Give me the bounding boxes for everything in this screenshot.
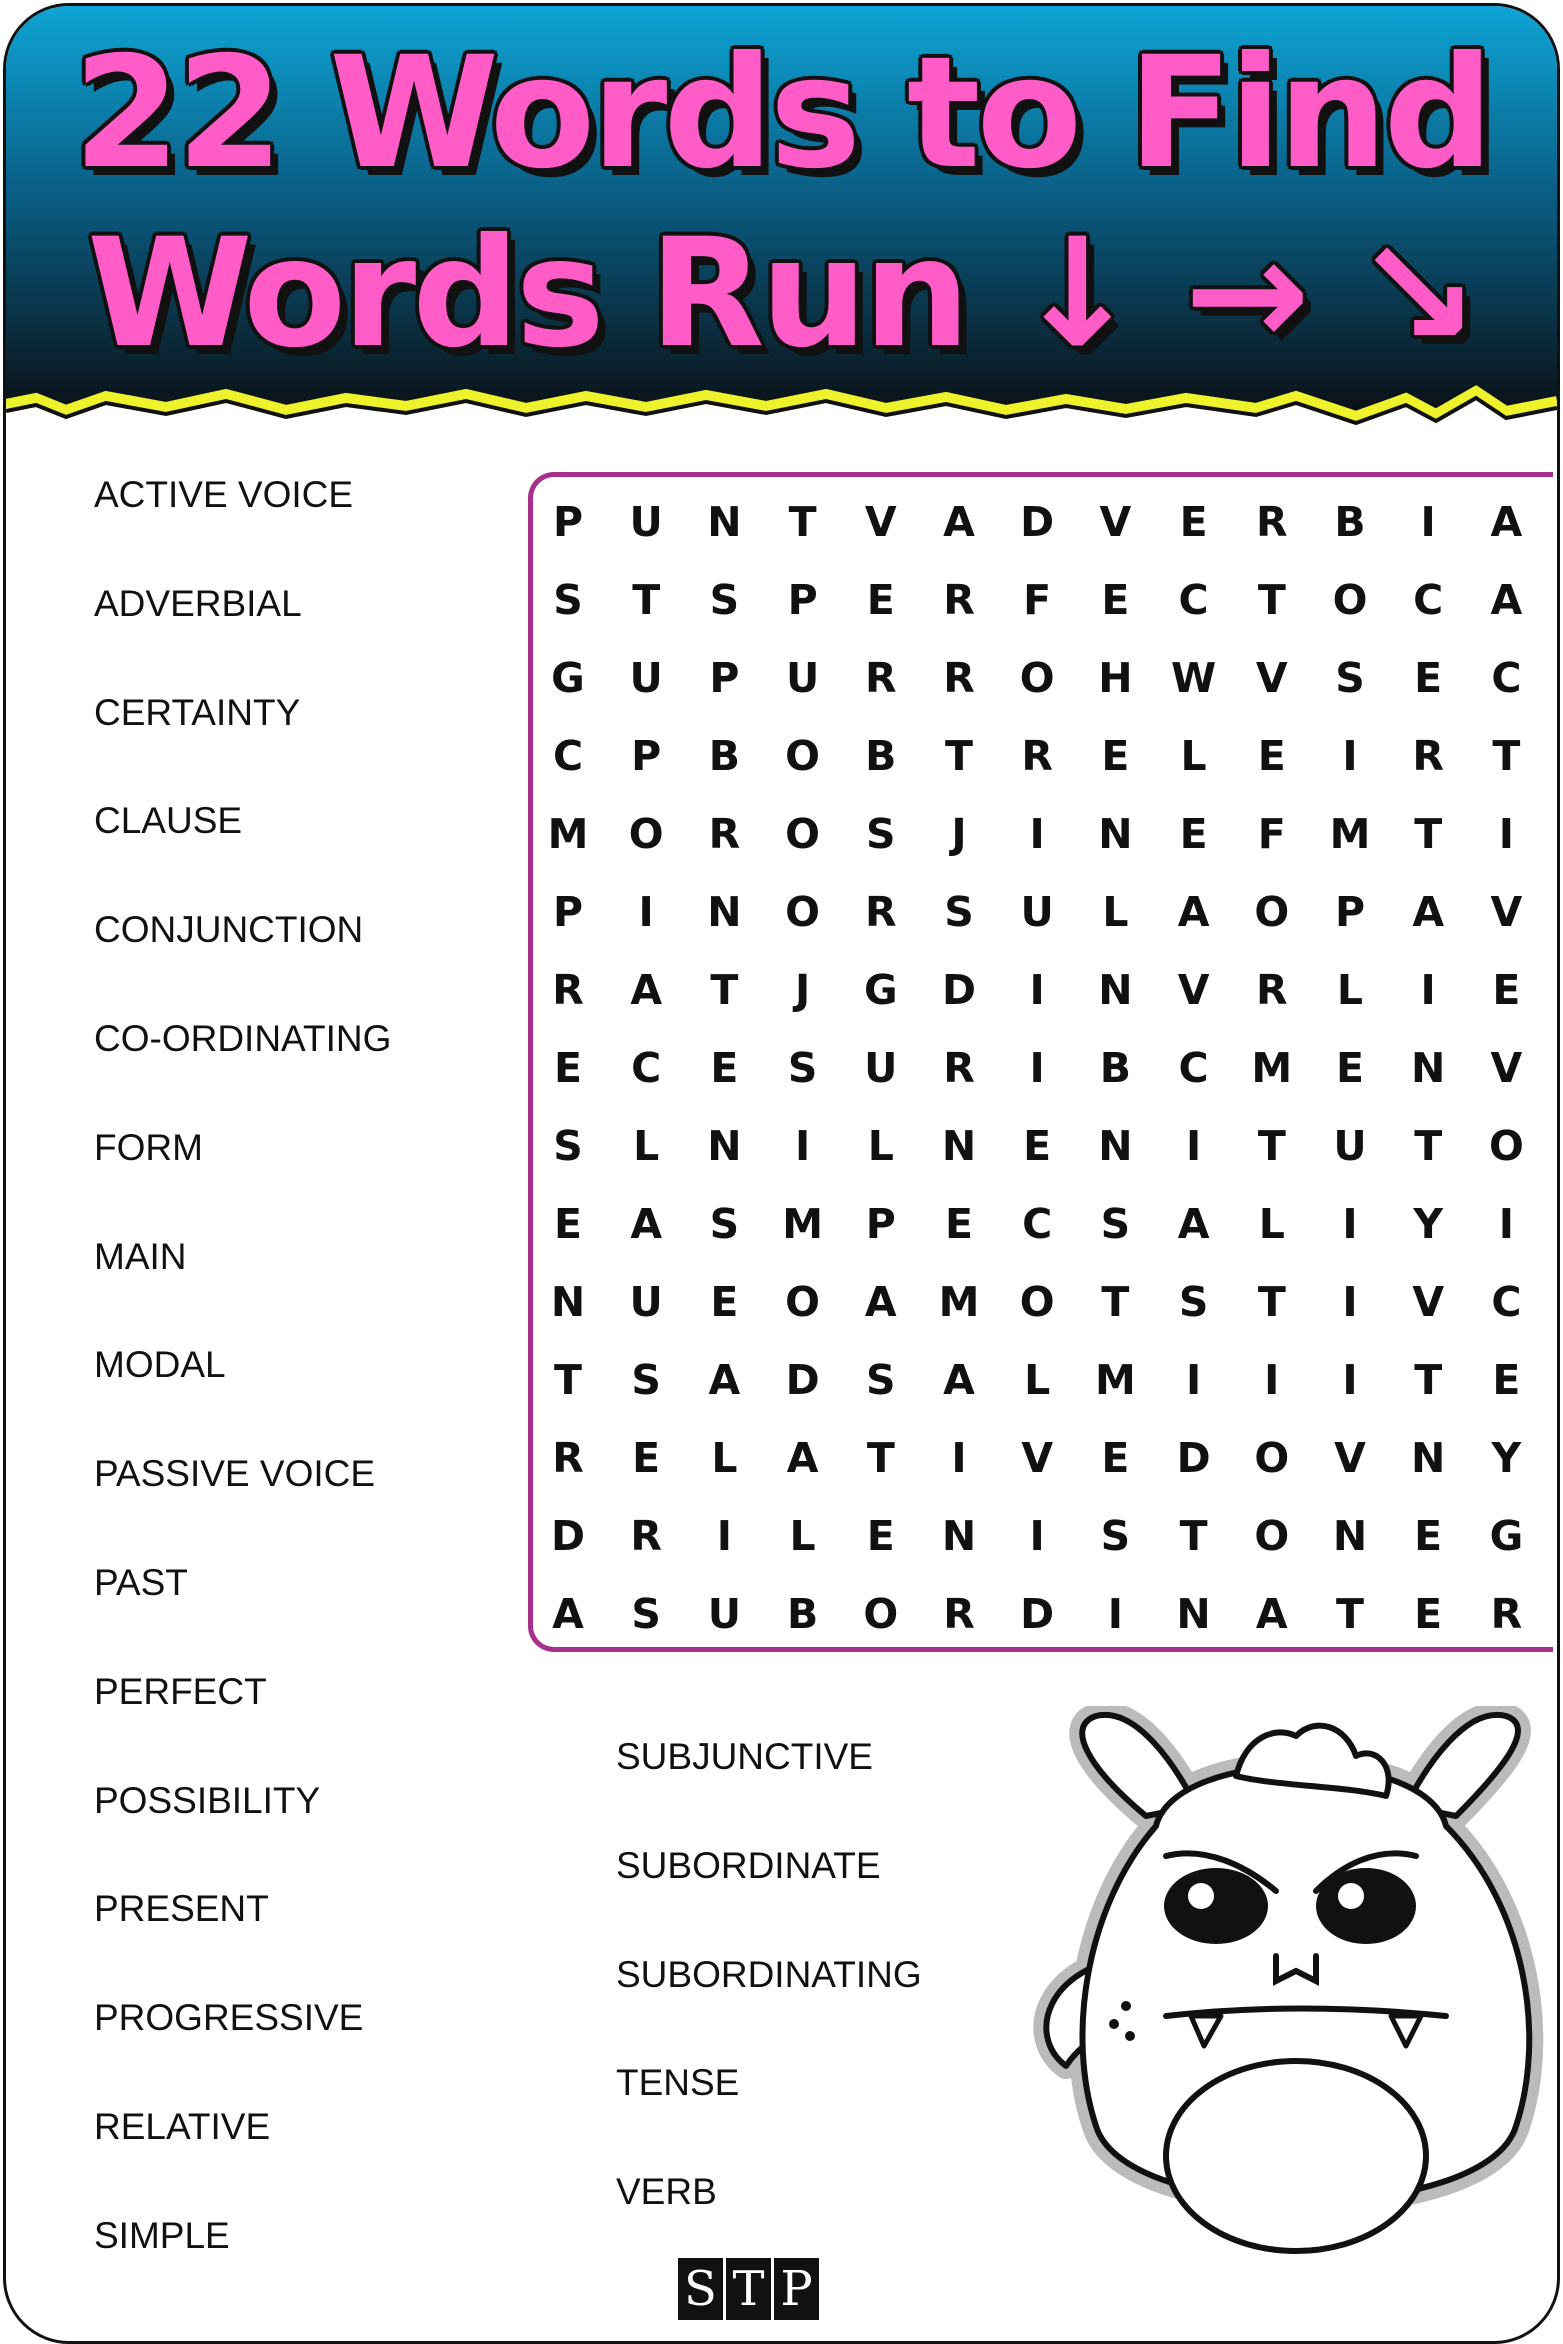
grid-cell[interactable]: M (1094, 1356, 1136, 1404)
grid-cell[interactable]: I (1342, 1278, 1358, 1326)
grid-cell[interactable]: S (866, 1356, 896, 1404)
grid-cell[interactable]: N (941, 1512, 977, 1560)
grid-cell[interactable]: E (944, 1200, 973, 1248)
grid-cell[interactable]: T (1492, 732, 1521, 780)
grid-cell[interactable]: S (631, 1590, 661, 1638)
grid-cell[interactable]: N (1098, 966, 1133, 1014)
word-list-item: SUBORDINATE (616, 1844, 881, 1886)
grid-cell[interactable]: J (951, 810, 967, 858)
grid-cell[interactable]: A (1412, 888, 1445, 936)
grid-cell[interactable]: R (943, 1590, 975, 1638)
word-list-item: CERTAINTY (94, 691, 301, 733)
word-list-item: POSSIBILITY (94, 1779, 321, 1821)
grid-cell[interactable]: T (1414, 1122, 1443, 1170)
grid-cell[interactable]: R (865, 654, 897, 702)
grid-cell[interactable]: O (1019, 1278, 1055, 1326)
grid-cell[interactable]: E (1023, 1122, 1052, 1170)
word-list-item: MODAL (94, 1344, 226, 1386)
grid-cell[interactable]: O (1254, 1512, 1290, 1560)
grid-cell[interactable]: C (1491, 654, 1522, 702)
grid-cell[interactable]: L (1258, 1200, 1285, 1248)
puzzle-card (3, 3, 1560, 2344)
grid-cell[interactable]: E (1414, 654, 1443, 702)
grid-cell[interactable]: I (1264, 1356, 1280, 1404)
word-list-item: CONJUNCTION (94, 909, 364, 951)
grid-cell[interactable]: V (1334, 1434, 1366, 1482)
grid-cell[interactable]: A (1177, 888, 1210, 936)
grid-cell[interactable]: F (1257, 810, 1286, 858)
grid-cell[interactable]: P (787, 576, 818, 624)
grid-cell[interactable]: G (863, 966, 898, 1014)
grid-cell[interactable]: D (1020, 1590, 1055, 1638)
grid-cell[interactable]: O (1332, 576, 1368, 624)
grid-cell[interactable]: L (1102, 888, 1129, 936)
grid-cell[interactable]: I (1342, 1356, 1358, 1404)
grid-cell[interactable]: D (1020, 498, 1055, 546)
word-list-item: ADVERBIAL (94, 582, 302, 624)
logo-letter: S (678, 2258, 723, 2320)
grid-cell[interactable]: E (1101, 576, 1130, 624)
grid-cell[interactable]: V (1412, 1278, 1445, 1326)
grid-cell[interactable]: T (554, 1356, 582, 1404)
grid-cell[interactable]: U (1020, 888, 1054, 936)
grid-cell[interactable]: E (866, 576, 895, 624)
grid-cell[interactable]: R (552, 966, 584, 1014)
grid-cell[interactable]: D (1176, 1434, 1211, 1482)
grid-cell[interactable]: M (1329, 810, 1371, 858)
grid-cell[interactable]: O (1488, 1122, 1524, 1170)
grid-cell[interactable]: E (553, 1200, 582, 1248)
grid-cell[interactable]: N (707, 498, 742, 546)
grid-cell[interactable]: V (1255, 654, 1288, 702)
grid-cell[interactable]: C (1491, 1278, 1522, 1326)
monster-mascot-icon (1026, 1706, 1560, 2266)
grid-cell[interactable]: I (1420, 498, 1436, 546)
grid-cell[interactable]: A (630, 1200, 663, 1248)
grid-cell[interactable]: I (716, 1512, 733, 1560)
grid-cell[interactable]: T (1179, 1512, 1208, 1560)
grid-cell[interactable]: S (553, 1122, 583, 1170)
grid-cell[interactable]: A (708, 1356, 741, 1404)
grid-cell[interactable]: C (631, 1044, 662, 1092)
grid-cell[interactable]: A (1490, 576, 1523, 624)
grid-cell[interactable]: P (1334, 888, 1366, 936)
grid-cell[interactable]: T (1257, 1278, 1286, 1326)
grid-cell[interactable]: A (552, 1590, 584, 1638)
grid-cell[interactable]: A (630, 966, 663, 1014)
grid-cell[interactable]: T (945, 732, 973, 780)
grid-cell[interactable]: I (1342, 732, 1358, 780)
grid-cell[interactable]: H (1098, 654, 1133, 702)
grid-cell[interactable]: T (1257, 1122, 1286, 1170)
word-list-item: FORM (94, 1126, 203, 1168)
word-list-item: PERFECT (94, 1670, 267, 1712)
grid-cell[interactable]: S (709, 576, 740, 624)
grid-cell[interactable]: N (1098, 1122, 1133, 1170)
grid-cell[interactable]: I (1342, 1200, 1358, 1248)
grid-cell[interactable]: E (553, 1044, 582, 1092)
grid-cell[interactable]: J (794, 966, 811, 1014)
grid-cell[interactable]: S (553, 576, 583, 624)
grid-cell[interactable]: S (1335, 654, 1365, 702)
grid-cell[interactable]: V (1021, 1434, 1054, 1482)
title-line-1: 22 Words to Find (73, 24, 1490, 203)
grid-cell[interactable]: U (629, 654, 663, 702)
grid-cell[interactable]: T (710, 966, 739, 1014)
grid-cell[interactable]: I (794, 1122, 811, 1170)
word-list-item: SUBORDINATING (616, 1953, 922, 1995)
word-list-item: CLAUSE (94, 800, 243, 842)
grid-cell[interactable]: T (1414, 810, 1443, 858)
grid-cell[interactable]: D (785, 1356, 820, 1404)
grid-cell[interactable]: I (1185, 1356, 1202, 1404)
grid-cell[interactable]: S (709, 1200, 740, 1248)
grid-cell[interactable]: I (1498, 810, 1515, 858)
grid-cell[interactable]: E (1335, 1044, 1364, 1092)
grid-cell[interactable]: O (785, 1278, 821, 1326)
logo-letter: T (726, 2258, 771, 2320)
word-list-item: ACTIVE VOICE (94, 474, 354, 515)
grid-cell[interactable]: R (1256, 966, 1288, 1014)
logo-letter: P (774, 2258, 819, 2320)
word-list-item: PAST (94, 1562, 188, 1603)
grid-cell[interactable]: C (1413, 576, 1444, 624)
grid-cell[interactable]: R (630, 1512, 662, 1560)
grid-cell[interactable]: S (944, 888, 974, 936)
grid-cell[interactable]: M (938, 1278, 980, 1326)
grid-cell[interactable]: E (866, 1512, 895, 1560)
grid-cell[interactable]: C (1178, 1044, 1209, 1092)
grid-cell[interactable]: B (786, 1590, 819, 1638)
grid-cell[interactable]: N (1176, 1590, 1211, 1638)
grid-cell[interactable]: O (1019, 654, 1055, 702)
grid-cell[interactable]: P (865, 1200, 896, 1248)
grid-cell[interactable]: E (1101, 1434, 1130, 1482)
grid-cell[interactable]: O (863, 1590, 899, 1638)
grid-cell[interactable]: I (1107, 1590, 1124, 1638)
grid-cell[interactable]: I (1029, 1044, 1045, 1092)
grid-cell[interactable]: B (1334, 498, 1366, 546)
grid-cell[interactable]: A (943, 498, 975, 546)
grid-cell[interactable]: S (1178, 1278, 1209, 1326)
grid-cell[interactable]: A (864, 1278, 897, 1326)
grid-cell[interactable]: L (1336, 966, 1364, 1014)
word-list-item: VERB (616, 2171, 717, 2213)
grid-cell[interactable]: E (710, 1278, 739, 1326)
grid-cell[interactable]: T (1336, 1590, 1364, 1638)
grid-cell[interactable]: Y (1413, 1200, 1444, 1248)
grid-cell[interactable]: O (1254, 888, 1290, 936)
grid-cell[interactable]: E (710, 1044, 739, 1092)
grid-cell[interactable]: R (865, 888, 897, 936)
grid-cell[interactable]: I (1029, 1512, 1045, 1560)
grid-cell[interactable]: P (709, 654, 740, 702)
grid-cell[interactable]: P (552, 888, 584, 936)
grid-cell[interactable]: N (941, 1122, 977, 1170)
grid-cell[interactable]: L (711, 1434, 738, 1482)
grid-cell[interactable]: U (629, 1278, 663, 1326)
grid-cell[interactable]: E (1179, 810, 1208, 858)
grid-cell[interactable]: O (785, 888, 821, 936)
grid-cell[interactable]: Y (1491, 1434, 1522, 1482)
grid-cell[interactable]: B (708, 732, 741, 780)
grid-cell[interactable]: R (708, 810, 741, 858)
word-list-item: TENSE (616, 2062, 740, 2104)
grid-cell[interactable]: N (1411, 1434, 1446, 1482)
word-list-item: SIMPLE (94, 2214, 230, 2256)
grid-cell[interactable]: B (1099, 1044, 1132, 1092)
grid-cell[interactable]: T (632, 576, 661, 624)
grid-cell[interactable]: L (1024, 1356, 1051, 1404)
grid-cell[interactable]: V (864, 498, 897, 546)
grid-cell[interactable]: R (552, 1434, 584, 1482)
grid-cell[interactable]: L (633, 1122, 660, 1170)
grid-cell[interactable]: U (707, 1590, 742, 1638)
grid-cell[interactable]: R (1490, 1590, 1523, 1638)
grid-cell[interactable]: O (785, 732, 821, 780)
grid-cell[interactable]: F (1023, 576, 1052, 624)
grid-cell[interactable]: S (1100, 1200, 1131, 1248)
grid-cell[interactable]: V (1490, 888, 1523, 936)
grid-cell[interactable]: U (629, 498, 663, 546)
grid-cell[interactable]: M (1251, 1044, 1293, 1092)
grid-cell[interactable]: N (707, 1122, 742, 1170)
grid-cell[interactable]: E (1492, 1356, 1521, 1404)
grid-cell[interactable]: C (1022, 1200, 1053, 1248)
word-list-right (616, 1736, 1016, 2256)
grid-cell[interactable]: E (632, 1434, 661, 1482)
grid-cell[interactable]: G (1489, 1512, 1524, 1560)
grid-cell[interactable]: R (943, 1044, 975, 1092)
grid-cell[interactable]: L (1180, 732, 1207, 780)
grid-cell[interactable]: E (1414, 1590, 1443, 1638)
word-list-item: CO-ORDINATING (94, 1018, 392, 1059)
grid-cell[interactable]: E (1101, 732, 1130, 780)
word-list-item: SUBJUNCTIVE (616, 1736, 873, 1777)
word-list-item: PASSIVE VOICE (94, 1453, 376, 1495)
word-list-left (94, 474, 494, 2274)
grid-cell[interactable]: A (1177, 1200, 1210, 1248)
grid-cell[interactable]: W (1170, 654, 1217, 702)
grid-cell[interactable]: N (1098, 810, 1133, 858)
grid-cell[interactable]: N (707, 888, 742, 936)
grid-cell[interactable]: I (1029, 966, 1045, 1014)
grid-cell[interactable]: A (1490, 498, 1523, 546)
grid-cell[interactable]: T (1257, 576, 1286, 624)
grid-cell[interactable]: T (866, 1434, 895, 1482)
word-list-item: PROGRESSIVE (94, 1997, 364, 2039)
grid-cell[interactable]: S (787, 1044, 818, 1092)
grid-cell[interactable]: V (1099, 498, 1132, 546)
grid-cell[interactable]: E (1492, 966, 1521, 1014)
grid-cell[interactable]: S (866, 810, 896, 858)
grid-cell[interactable]: R (1412, 732, 1444, 780)
header-banner (6, 6, 1557, 436)
grid-cell[interactable]: C (1178, 576, 1209, 624)
grid-cell[interactable]: S (631, 1356, 661, 1404)
grid-cell[interactable]: N (1332, 1512, 1368, 1560)
grid-cell[interactable]: D (941, 966, 977, 1014)
word-list-item: RELATIVE (94, 2106, 271, 2147)
grid-cell[interactable]: I (1185, 1122, 1202, 1170)
grid-cell[interactable]: L (867, 1122, 894, 1170)
grid-cell[interactable]: R (1256, 498, 1288, 546)
grid-cell[interactable]: N (1411, 1044, 1446, 1092)
title-line-2: Words Run ↓ → ↘ (87, 207, 1476, 381)
grid-cell[interactable]: G (551, 654, 585, 702)
grid-cell[interactable]: P (552, 498, 584, 546)
grid-cell[interactable]: T (1414, 1356, 1443, 1404)
grid-cell[interactable]: O (785, 810, 821, 858)
grid-cell[interactable]: U (785, 654, 820, 702)
grid-cell[interactable]: M (782, 1200, 823, 1248)
grid-cell[interactable]: T (788, 498, 817, 546)
grid-cell[interactable]: E (1414, 1512, 1443, 1560)
grid-cell[interactable]: R (943, 576, 975, 624)
grid-cell[interactable]: V (1490, 1044, 1523, 1092)
grid-cell[interactable]: I (1420, 966, 1436, 1014)
grid-cell[interactable]: T (1101, 1278, 1130, 1326)
grid-cell[interactable]: V (1177, 966, 1210, 1014)
grid-cell[interactable]: L (789, 1512, 816, 1560)
grid-cell[interactable]: O (1254, 1434, 1290, 1482)
grid-cell[interactable]: A (786, 1434, 819, 1482)
grid-cell[interactable]: E (1257, 732, 1286, 780)
grid-cell[interactable]: A (943, 1356, 975, 1404)
grid-cell[interactable]: B (865, 732, 897, 780)
grid-cell[interactable]: S (1100, 1512, 1131, 1560)
grid-cell[interactable]: U (1333, 1122, 1367, 1170)
grid-cell[interactable]: R (943, 654, 975, 702)
grid-cell[interactable]: M (547, 810, 589, 858)
letter-grid (528, 472, 1553, 1652)
grid-cell[interactable]: I (951, 1434, 967, 1482)
grid-cell[interactable]: I (638, 888, 654, 936)
grid-cell[interactable]: R (1021, 732, 1053, 780)
word-list-item: PRESENT (94, 1888, 269, 1930)
grid-cell[interactable]: E (1179, 498, 1208, 546)
grid-cell[interactable]: A (1255, 1590, 1288, 1638)
grid-cell[interactable]: P (631, 732, 662, 780)
grid-cell[interactable]: C (552, 732, 584, 780)
grid-cell[interactable]: O (628, 810, 664, 858)
grid-cell[interactable]: U (864, 1044, 898, 1092)
word-list-item: MAIN (94, 1235, 187, 1277)
grid-cell[interactable]: N (550, 1278, 586, 1326)
grid-cell[interactable]: I (1029, 810, 1045, 858)
grid-cell[interactable]: D (550, 1512, 586, 1560)
grid-cell[interactable]: I (1498, 1200, 1515, 1248)
